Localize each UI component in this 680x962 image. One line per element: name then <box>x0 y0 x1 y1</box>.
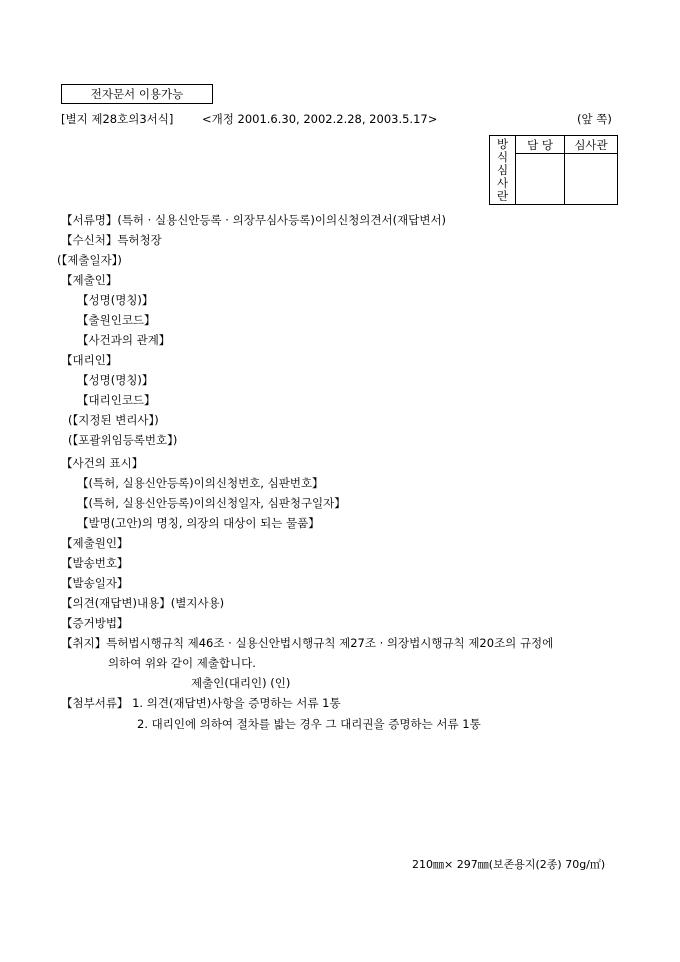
line-submitter: 【제출인】 <box>61 273 118 287</box>
form-number: [별지 제28호의3서식] <box>61 112 174 126</box>
line-submission-cause: 【제출원인】 <box>61 536 129 550</box>
line-relation: 【사건과의 관계】 <box>77 333 171 347</box>
line-purpose: 【취지】특허법시행규칙 제46조 · 실용신안법시행규칙 제27조 · 의장법시행규칙 제20조의 규정에 <box>61 636 554 650</box>
approval-label-char: 심 <box>496 162 509 177</box>
page-side-label: (앞 쪽) <box>577 112 612 126</box>
line-agent-name: 【성명(명칭)】 <box>77 373 154 387</box>
approval-header-in-charge: 담 당 <box>516 136 565 154</box>
line-general-delegation: (【포괄위임등록번호】) <box>68 433 178 447</box>
approval-cell-in-charge <box>516 154 565 205</box>
line-attachments: 【첨부서류】 1. 의견(재답변)사항을 증명하는 서류 1통 <box>61 696 341 710</box>
approval-label-char: 란 <box>496 188 509 203</box>
line-applicant-code: 【출원인코드】 <box>77 313 156 327</box>
approval-cell-examiner <box>565 154 618 205</box>
line-opposition-number: 【(특허, 실용신안등록)이의신청번호, 심판번호】 <box>77 476 324 490</box>
approval-label-char: 방 <box>496 136 509 151</box>
revision-note: <개정 2001.6.30, 2002.2.28, 2003.5.17> <box>202 112 438 126</box>
line-designated-attorney: (【지정된 변리사】) <box>68 413 159 427</box>
line-evidence: 【증거방법】 <box>61 616 129 630</box>
line-submission-date: (【제출일자】) <box>57 253 122 267</box>
line-document-name: 【서류명】(특허 · 실용신안등록 · 의장무심사등록)이의신청의견서(재답변서) <box>61 213 447 227</box>
line-dispatch-date: 【발송일자】 <box>61 576 129 590</box>
line-agent-code: 【대리인코드】 <box>77 393 156 407</box>
approval-label-char: 식 <box>496 149 509 164</box>
line-invention-title: 【발명(고안)의 명칭, 의장의 대상이 되는 물품】 <box>77 516 320 530</box>
line-signature: 제출인(대리인) (인) <box>191 676 291 690</box>
approval-table <box>489 135 618 205</box>
line-dispatch-number: 【발송번호】 <box>61 556 129 570</box>
approval-vertical-label <box>490 136 516 205</box>
line-attachment-2: 2. 대리인에 의하여 절차를 밟는 경우 그 대리권을 증명하는 서류 1통 <box>137 717 481 731</box>
line-agent: 【대리인】 <box>61 353 118 367</box>
approval-header-examiner: 심사관 <box>565 136 618 154</box>
line-opinion-content: 【의견(재답변)내용】(별지사용) <box>61 596 225 610</box>
line-opposition-date: 【(특허, 실용신안등록)이의신청일자, 심판청구일자】 <box>77 496 346 510</box>
line-submitter-name: 【성명(명칭)】 <box>77 293 154 307</box>
paper-size-footer: 210㎜× 297㎜(보존용지(2종) 70g/㎡) <box>412 858 606 871</box>
approval-label-char: 사 <box>496 175 509 190</box>
line-purpose-cont: 의하여 위와 같이 제출합니다. <box>108 656 256 670</box>
line-case-indication: 【사건의 표시】 <box>61 456 144 470</box>
line-recipient: 【수신처】특허청장 <box>61 233 162 247</box>
electronic-document-badge: 전자문서 이용가능 <box>61 84 213 104</box>
